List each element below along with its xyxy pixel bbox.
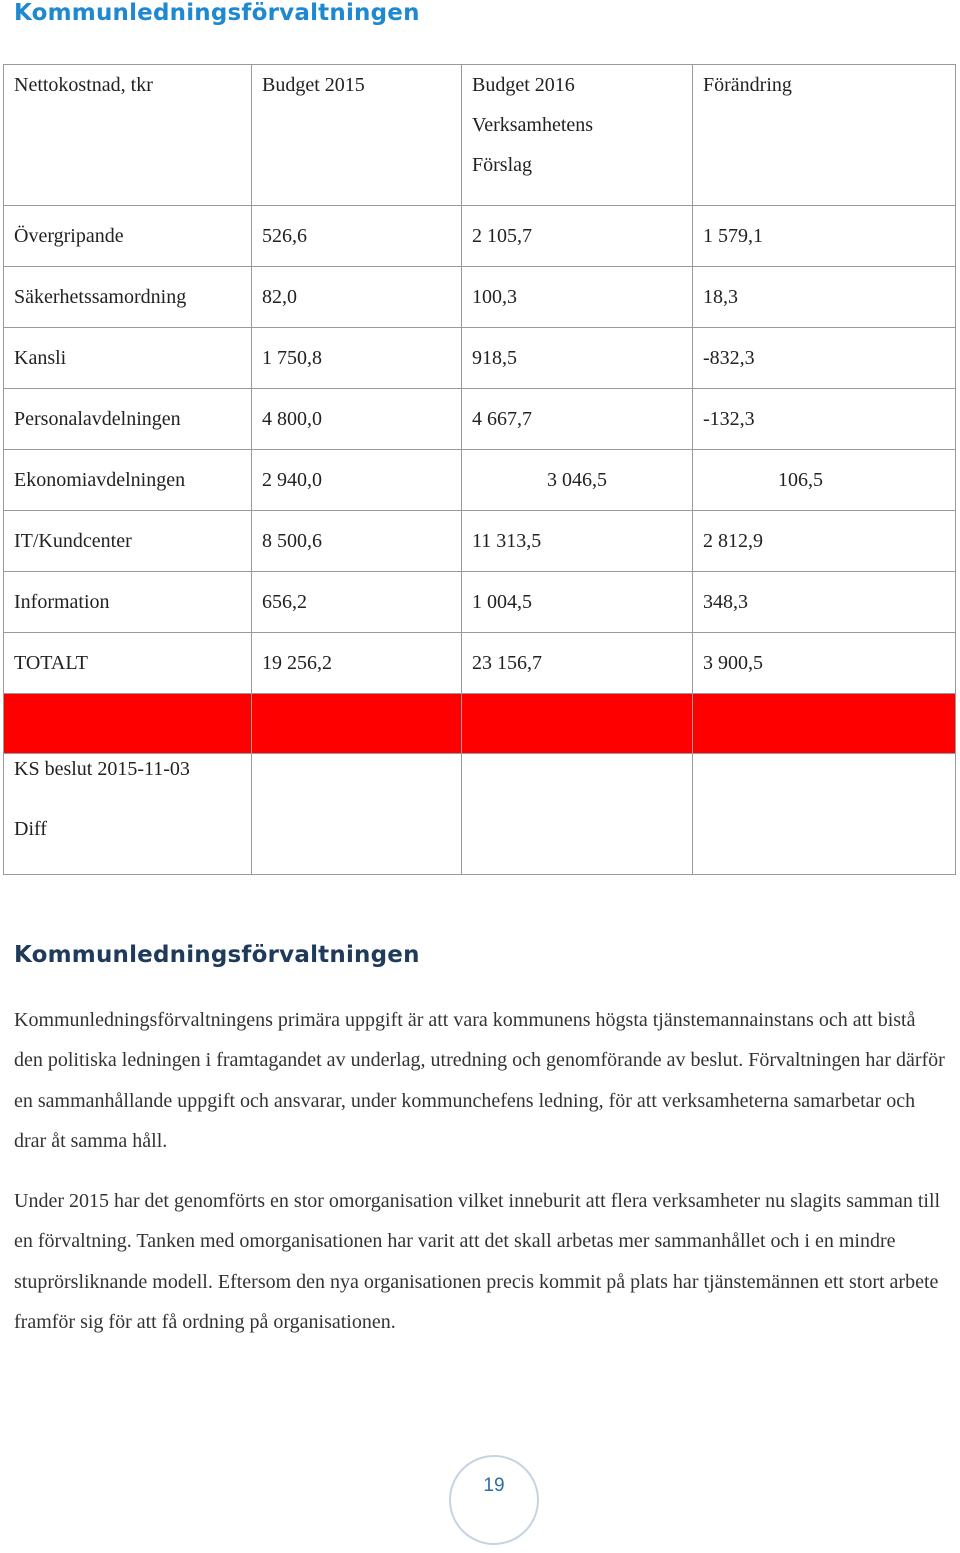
- section-heading: Kommunledningsförvaltningen: [14, 942, 420, 968]
- change-cell: 106,5: [693, 450, 956, 511]
- row-name-cell: Ekonomiavdelningen: [4, 450, 252, 511]
- budget-2016-cell: 3 046,5: [462, 450, 693, 511]
- header-cell-budget-2016: [462, 65, 693, 206]
- ks-decision-label: KS beslut 2015-11-03: [14, 758, 190, 780]
- budget-2015-cell: 19 256,2: [252, 633, 462, 694]
- table-row: [4, 328, 956, 389]
- page-heading: Kommunledningsförvaltningen: [14, 0, 420, 26]
- budget-2016-cell: 4 667,7: [462, 389, 693, 450]
- table-row: [4, 206, 956, 267]
- table-row-total: [4, 633, 956, 694]
- budget-2015-cell: 526,6: [252, 206, 462, 267]
- row-name-cell: Personalavdelningen: [4, 389, 252, 450]
- page-number-badge: 19: [449, 1455, 539, 1545]
- row-name-cell: TOTALT: [4, 633, 252, 694]
- highlight-cell: [4, 694, 252, 754]
- table-row: [4, 450, 956, 511]
- body-paragraph: Under 2015 har det genomförts en stor omorganisation vilket inneburit att flera verksamheter nu slagits samman till en förvaltning. Tanken med omorganisationen har varit att det skall arbetas mer sammanhållet och i en mindre stuprörsliknande modell. Eftersom den nya organisationen precis kommit på plats har tjänstemännen ett stort arbete framför sig för att få ordning på organisationen.: [14, 1190, 941, 1333]
- header-cell-budget-2015: Budget 2015: [252, 65, 462, 206]
- highlight-cell: [462, 694, 693, 754]
- ks-decision-row: [4, 754, 956, 875]
- header-line: Budget 2016: [472, 74, 575, 96]
- header-line: Förslag: [472, 154, 532, 176]
- budget-2016-cell: 23 156,7: [462, 633, 693, 694]
- table-row: [4, 389, 956, 450]
- budget-2015-cell: 82,0: [252, 267, 462, 328]
- budget-2016-cell: 918,5: [462, 328, 693, 389]
- budget-2016-cell: 11 313,5: [462, 511, 693, 572]
- change-cell: 18,3: [693, 267, 956, 328]
- budget-2016-cell: 1 004,5: [462, 572, 693, 633]
- budget-2015-cell: 8 500,6: [252, 511, 462, 572]
- change-cell: 3 900,5: [693, 633, 956, 694]
- diff-label: Diff: [14, 818, 47, 840]
- table-header-row: [4, 65, 956, 206]
- budget-2015-cell: 2 940,0: [252, 450, 462, 511]
- empty-cell: [462, 754, 693, 875]
- table-row: [4, 267, 956, 328]
- body-paragraph: Kommunledningsförvaltningens primära uppgift är att vara kommunens högsta tjänstemannainstans och att bistå den politiska ledningen i framtagandet av underlag, utredning och genomförande av beslut. Förvaltningen har därför en sammanhållande uppgift och ansvarar, under kommunchefens ledning, för att verksamheterna samarbetar och drar åt samma håll.: [14, 1009, 945, 1152]
- budget-2016-cell: 2 105,7: [462, 206, 693, 267]
- table-row: [4, 511, 956, 572]
- header-line: Verksamhetens: [472, 114, 594, 136]
- highlight-cell: [693, 694, 956, 754]
- header-cell-forandring: Förändring: [693, 65, 956, 206]
- row-name-cell: Kansli: [4, 328, 252, 389]
- row-name-cell: IT/Kundcenter: [4, 511, 252, 572]
- change-cell: -132,3: [693, 389, 956, 450]
- change-cell: 2 812,9: [693, 511, 956, 572]
- row-name-cell: Säkerhetssamordning: [4, 267, 252, 328]
- budget-2015-cell: 1 750,8: [252, 328, 462, 389]
- highlight-cell: [252, 694, 462, 754]
- header-cell-nettokostnad: Nettokostnad, tkr: [4, 65, 252, 206]
- row-name-cell: Övergripande: [4, 206, 252, 267]
- highlight-row: [4, 694, 956, 754]
- ks-label-cell: [4, 754, 252, 875]
- row-name-cell: Information: [4, 572, 252, 633]
- budget-2015-cell: 4 800,0: [252, 389, 462, 450]
- change-cell: 1 579,1: [693, 206, 956, 267]
- empty-cell: [693, 754, 956, 875]
- budget-2015-cell: 656,2: [252, 572, 462, 633]
- table-row: [4, 572, 956, 633]
- empty-cell: [252, 754, 462, 875]
- change-cell: -832,3: [693, 328, 956, 389]
- budget-table: [3, 64, 956, 875]
- change-cell: 348,3: [693, 572, 956, 633]
- budget-2016-cell: 100,3: [462, 267, 693, 328]
